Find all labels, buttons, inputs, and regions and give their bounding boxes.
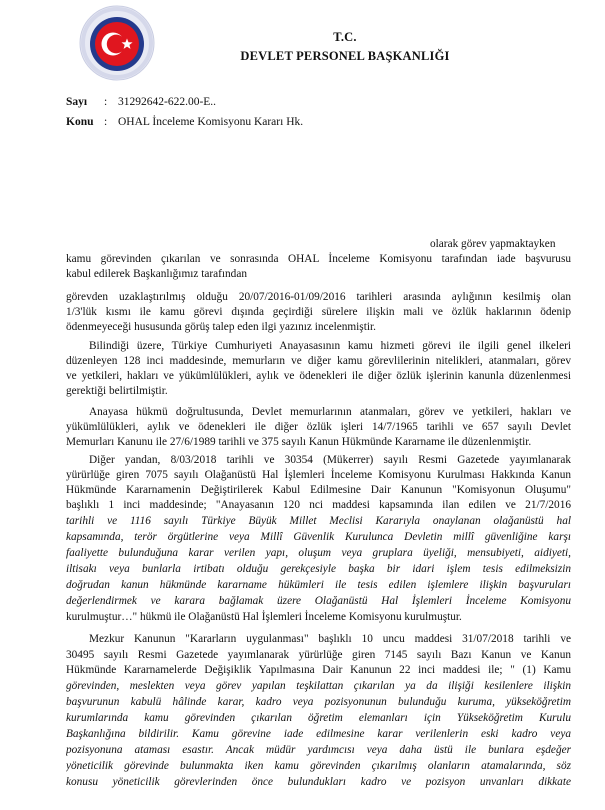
body-line: ödenmeyeceği hususunda görüş talep eden ilgi yazınız incelenmiştir.: [66, 321, 376, 333]
body-line: 30495 sayılı Resmi Gazetede yayımlanarak yürürlüğe giren 7145 sayılı Bazı Kanun ve Kanun: [66, 649, 571, 661]
header-institution: DEVLET PERSONEL BAŞKANLIĞI: [240, 49, 450, 63]
body-line: Hükmünde Kararnamelerde Değişiklik Yapılmasına Dair Kanunun 22 inci maddesi ile; " (1) Kamu: [66, 664, 571, 676]
body-line: konusu yöneticilik görevlerinden önce bulundukları kadro ve pozisyon unvanları dikkate: [66, 776, 571, 788]
body-line: başlıklı 1 inci maddesinde; "Anayasanın 120 nci maddesi kapsamında ilan edilen ve 21/7/2016: [66, 499, 571, 511]
header-tc: T.C.: [333, 30, 357, 44]
sayi-row: [66, 94, 216, 110]
body-line: Mezkur Kanunun "Kararların uygulanması" başlıklı 10 uncu maddesi 31/07/2018 tarihli ve: [89, 633, 571, 645]
body-line: tarihli ve 1116 sayılı Türkiye Büyük Millet Meclisi Kararıyla onaylanan olağanüstü hal: [66, 515, 571, 527]
body-line: gerektiği belirtilmiştir.: [66, 385, 168, 397]
body-line: görevden uzaklaştırılmış olduğu 20/07/2016-01/09/2016 tarihleri arasında aylığının kesilmiş olan: [66, 291, 571, 303]
body-line: kamu görevinden çıkarılan ve sonrasında OHAL İnceleme Komisyonu tarafından iade başvurusu: [66, 253, 571, 265]
body-line: 1/3'lük kısmı ile kamu görevi dışında geçirdiği sürelere ilişkin mali ve özlük haklarının ödenip: [66, 306, 571, 318]
body-line: kabul edilerek Başkanlığımız tarafından: [66, 268, 247, 280]
konu-row: [66, 114, 303, 130]
body-line: doğrudan kanun hükmünde kararname hükümleri ile tesis edilen işlemlere ilişkin başvuruları: [66, 579, 571, 591]
body-line: Başkanlığına bildirilir. Kamu görevine iade edilmesine karar verilenlerin eski kadro veya: [66, 728, 571, 740]
body-line: pozisyonuna ataması esastır. Ancak müdür yardımcısı veya daha üstü ile bunlara eşdeğer: [66, 744, 571, 756]
konu-colon: :: [104, 116, 108, 128]
document-header: [220, 28, 470, 66]
konu-label: Konu: [66, 116, 94, 128]
body-line: ve yetkileri, hakları ve yükümlülükleri, aylık ve ödenekleri ile diğer özlük işlerinin kanunla düzenlenmesi: [66, 370, 571, 382]
body-line: olarak görev yapmaktayken: [430, 238, 556, 250]
body-line: yürürlüğe giren 7075 sayılı Olağanüstü Hal İşlemleri İnceleme Komisyonu Kurulması Hakkında Kanun: [66, 469, 571, 481]
sayi-colon: :: [104, 96, 108, 108]
body-line: yükümlülükleri, aylık ve ödenekleri ile diğer özlük işleri 14/7/1965 tarihli ve 657 sayılı Devlet: [66, 421, 571, 433]
body-line: başvurunun kabulü hâlinde karar, kadro veya pozisyonunun bulunduğu kuruma, yükseköğretim: [66, 696, 571, 708]
body-line: Bilindiği üzere, Türkiye Cumhuriyeti Anayasasının kamu hizmeti görevi ile ilgili genel ilkeleri: [89, 340, 571, 352]
body-line: Memurları Kanunu ile 27/6/1989 tarihli ve 375 sayılı Kanun Hükmünde Kararname ile düzenlenmiştir.: [66, 436, 532, 448]
body-line: kurumlarında kamu görevinden çıkarılan öğretim elemanları için Yükseköğretim Kurulu: [66, 712, 571, 724]
konu-value: OHAL İnceleme Komisyonu Kararı Hk.: [118, 116, 304, 128]
body-line: faaliyette bulunduğuna karar verilen yapı, oluşum veya gruplara üyeliği, mensubiyeti, aidiyeti,: [66, 547, 571, 559]
body-line: kapsamında, terör örgütlerine veya Millî Güvenlik Kurulunca Devletin millî güvenliğine karşı: [66, 531, 571, 543]
body-line: yöneticilik görevinde bulunmakta iken kamu görevinden çıkarılmış olanların atamalarında, söz: [66, 760, 571, 772]
body-line: Anayasa hükmü doğrultusunda, Devlet memurlarının atanmaları, görev ve yetkileri, hakları ve: [89, 406, 571, 418]
body-line: düzenleyen 128 inci maddesinde, memurların ve diğer kamu görevlilerinin nitelikleri, atanmaları, görev: [66, 355, 571, 367]
body-line: kurulmuştur…" hükmü ile Olağanüstü Hal İşlemleri İnceleme Komisyonu kurulmuştur.: [66, 611, 462, 623]
body-line: Diğer yandan, 8/03/2018 tarihli ve 30354 (Mükerrer) sayılı Resmi Gazetede yayımlanarak: [89, 454, 571, 466]
body-line: değerlendirmek ve karara bağlamak üzere Olağanüstü Hal İşlemleri İnceleme Komisyonu: [66, 595, 571, 607]
sayi-label: Sayı: [66, 96, 88, 108]
body-line: Hükmünde Kararnamenin Değiştirilerek Kabul Edilmesine Dair Kanunun "Komisyonun Oluşumu": [66, 484, 571, 496]
turkish-emblem-logo: [79, 5, 155, 81]
body-line: iltisakı veya bunlarla irtibatı olduğu gerekçesiyle başka bir idari işlem tesis edilmeksizin: [66, 563, 571, 575]
sayi-value: 31292642-622.00-E..: [118, 96, 217, 108]
body-line: görevinden, meslekten veya görev yapılan teşkilattan çıkarılan ya da ilişiği kesilenlere ilişkin: [66, 680, 571, 692]
